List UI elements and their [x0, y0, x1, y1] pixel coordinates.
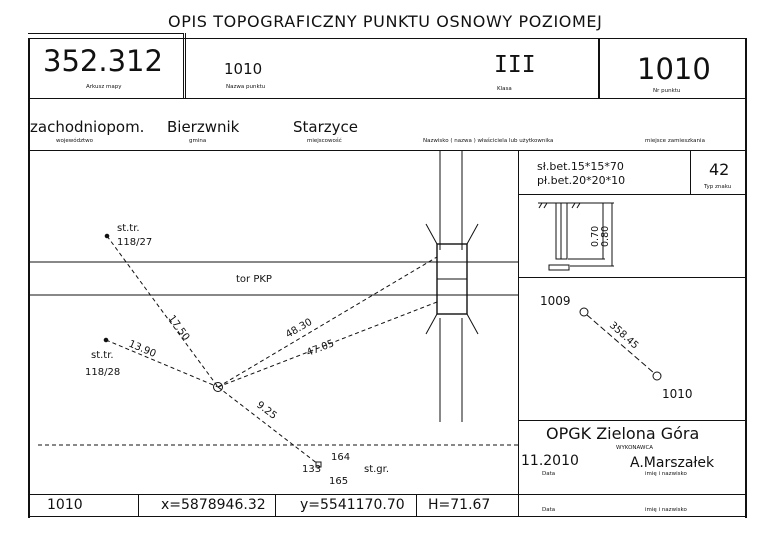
- dim-label-1: 0.70: [590, 225, 601, 247]
- class-label: Klasa: [497, 86, 512, 92]
- inset-to-label: 1010: [662, 387, 693, 401]
- footer-x: x=5878946.32: [161, 497, 266, 513]
- contractor-date: 11.2010: [521, 453, 579, 469]
- crossing-wing-4: [467, 314, 478, 334]
- dim-label-2: 0.80: [600, 225, 611, 247]
- sheet-label: Arkusz mapy: [86, 84, 122, 90]
- dist-label-2: 13.90: [126, 338, 158, 360]
- gr-num-3: 165: [329, 476, 349, 487]
- type-value: 42: [709, 160, 730, 179]
- locality-label: miejscowość: [307, 138, 342, 144]
- contractor-name: OPGK Zielona Góra: [546, 424, 700, 443]
- contractor-date-label: Data: [542, 471, 556, 477]
- rail-label: tor PKP: [236, 274, 272, 285]
- locality: Starzyce: [293, 118, 358, 136]
- gr-num-2: 133: [302, 464, 322, 475]
- hatch-3: [572, 203, 575, 208]
- meas-line-5: [218, 387, 318, 464]
- commune-label: gmina: [189, 138, 207, 144]
- pt2-num: 118/28: [85, 367, 121, 378]
- footer-y: y=5541170.70: [300, 497, 405, 513]
- sheet-number: 352.312: [43, 44, 163, 78]
- point-name: 1010: [224, 60, 263, 78]
- crossing-wing-1: [426, 224, 437, 244]
- pt2-dot: [104, 338, 108, 342]
- footer-person-label: imię i nazwisko: [645, 507, 687, 513]
- point-number: 1010: [637, 52, 711, 86]
- inset-to-circle: [653, 372, 661, 380]
- base-plate: [549, 265, 569, 270]
- class-value: III: [494, 52, 536, 78]
- pt1-name: st.tr.: [117, 223, 140, 234]
- inset-distance: 358.45: [606, 320, 641, 352]
- pt1-dot: [105, 234, 109, 238]
- gr-label: st.gr.: [364, 464, 390, 475]
- gr-num-1: 164: [331, 452, 351, 463]
- pt2-name: st.tr.: [91, 350, 114, 361]
- footer-date-label: Data: [542, 507, 556, 513]
- owner-label: Nazwisko ( nazwa ) właściciela lub użytkownika: [423, 138, 554, 144]
- footer-h: H=71.67: [428, 497, 491, 513]
- dist-label-1: 17.50: [165, 313, 192, 343]
- contractor-name-label: WYKONAWCA: [616, 445, 654, 451]
- commune: Bierzwnik: [167, 118, 240, 136]
- inset-from-circle: [580, 308, 588, 316]
- point-name-label: Nazwa punktu: [226, 84, 266, 90]
- meas-line-1: [107, 236, 218, 387]
- type-label: Typ znaku: [704, 184, 732, 190]
- contractor-person: A.Marszałek: [630, 455, 715, 471]
- voivodeship-label: województwo: [56, 138, 94, 144]
- crossing-wing-3: [426, 314, 437, 334]
- dist-label-5: 9.25: [254, 399, 279, 422]
- pt1-num: 118/27: [117, 237, 153, 248]
- document-title: OPIS TOPOGRAFICZNY PUNKTU OSNOWY POZIOMEJ: [168, 12, 603, 31]
- contractor-person-label: imię i nazwisko: [645, 471, 687, 477]
- marker-line-1: sł.bet.15*15*70: [537, 160, 624, 173]
- hatch-4: [577, 203, 580, 208]
- dist-label-3: 48.30: [284, 316, 315, 341]
- footer-point: 1010: [47, 497, 83, 513]
- residence-label: miejsce zamieszkania: [645, 138, 705, 144]
- voivodeship: zachodniopom.: [30, 118, 145, 136]
- marker-line-2: pł.bet.20*20*10: [537, 174, 626, 187]
- hatch-1: [539, 203, 542, 208]
- crossing-wing-2: [467, 224, 478, 244]
- inset-line: [587, 315, 654, 373]
- hatch-2: [544, 203, 547, 208]
- dist-label-4: 47.05: [305, 338, 336, 359]
- inset-from-label: 1009: [540, 294, 571, 308]
- point-number-label: Nr punktu: [653, 88, 681, 94]
- meas-line-2: [106, 340, 218, 387]
